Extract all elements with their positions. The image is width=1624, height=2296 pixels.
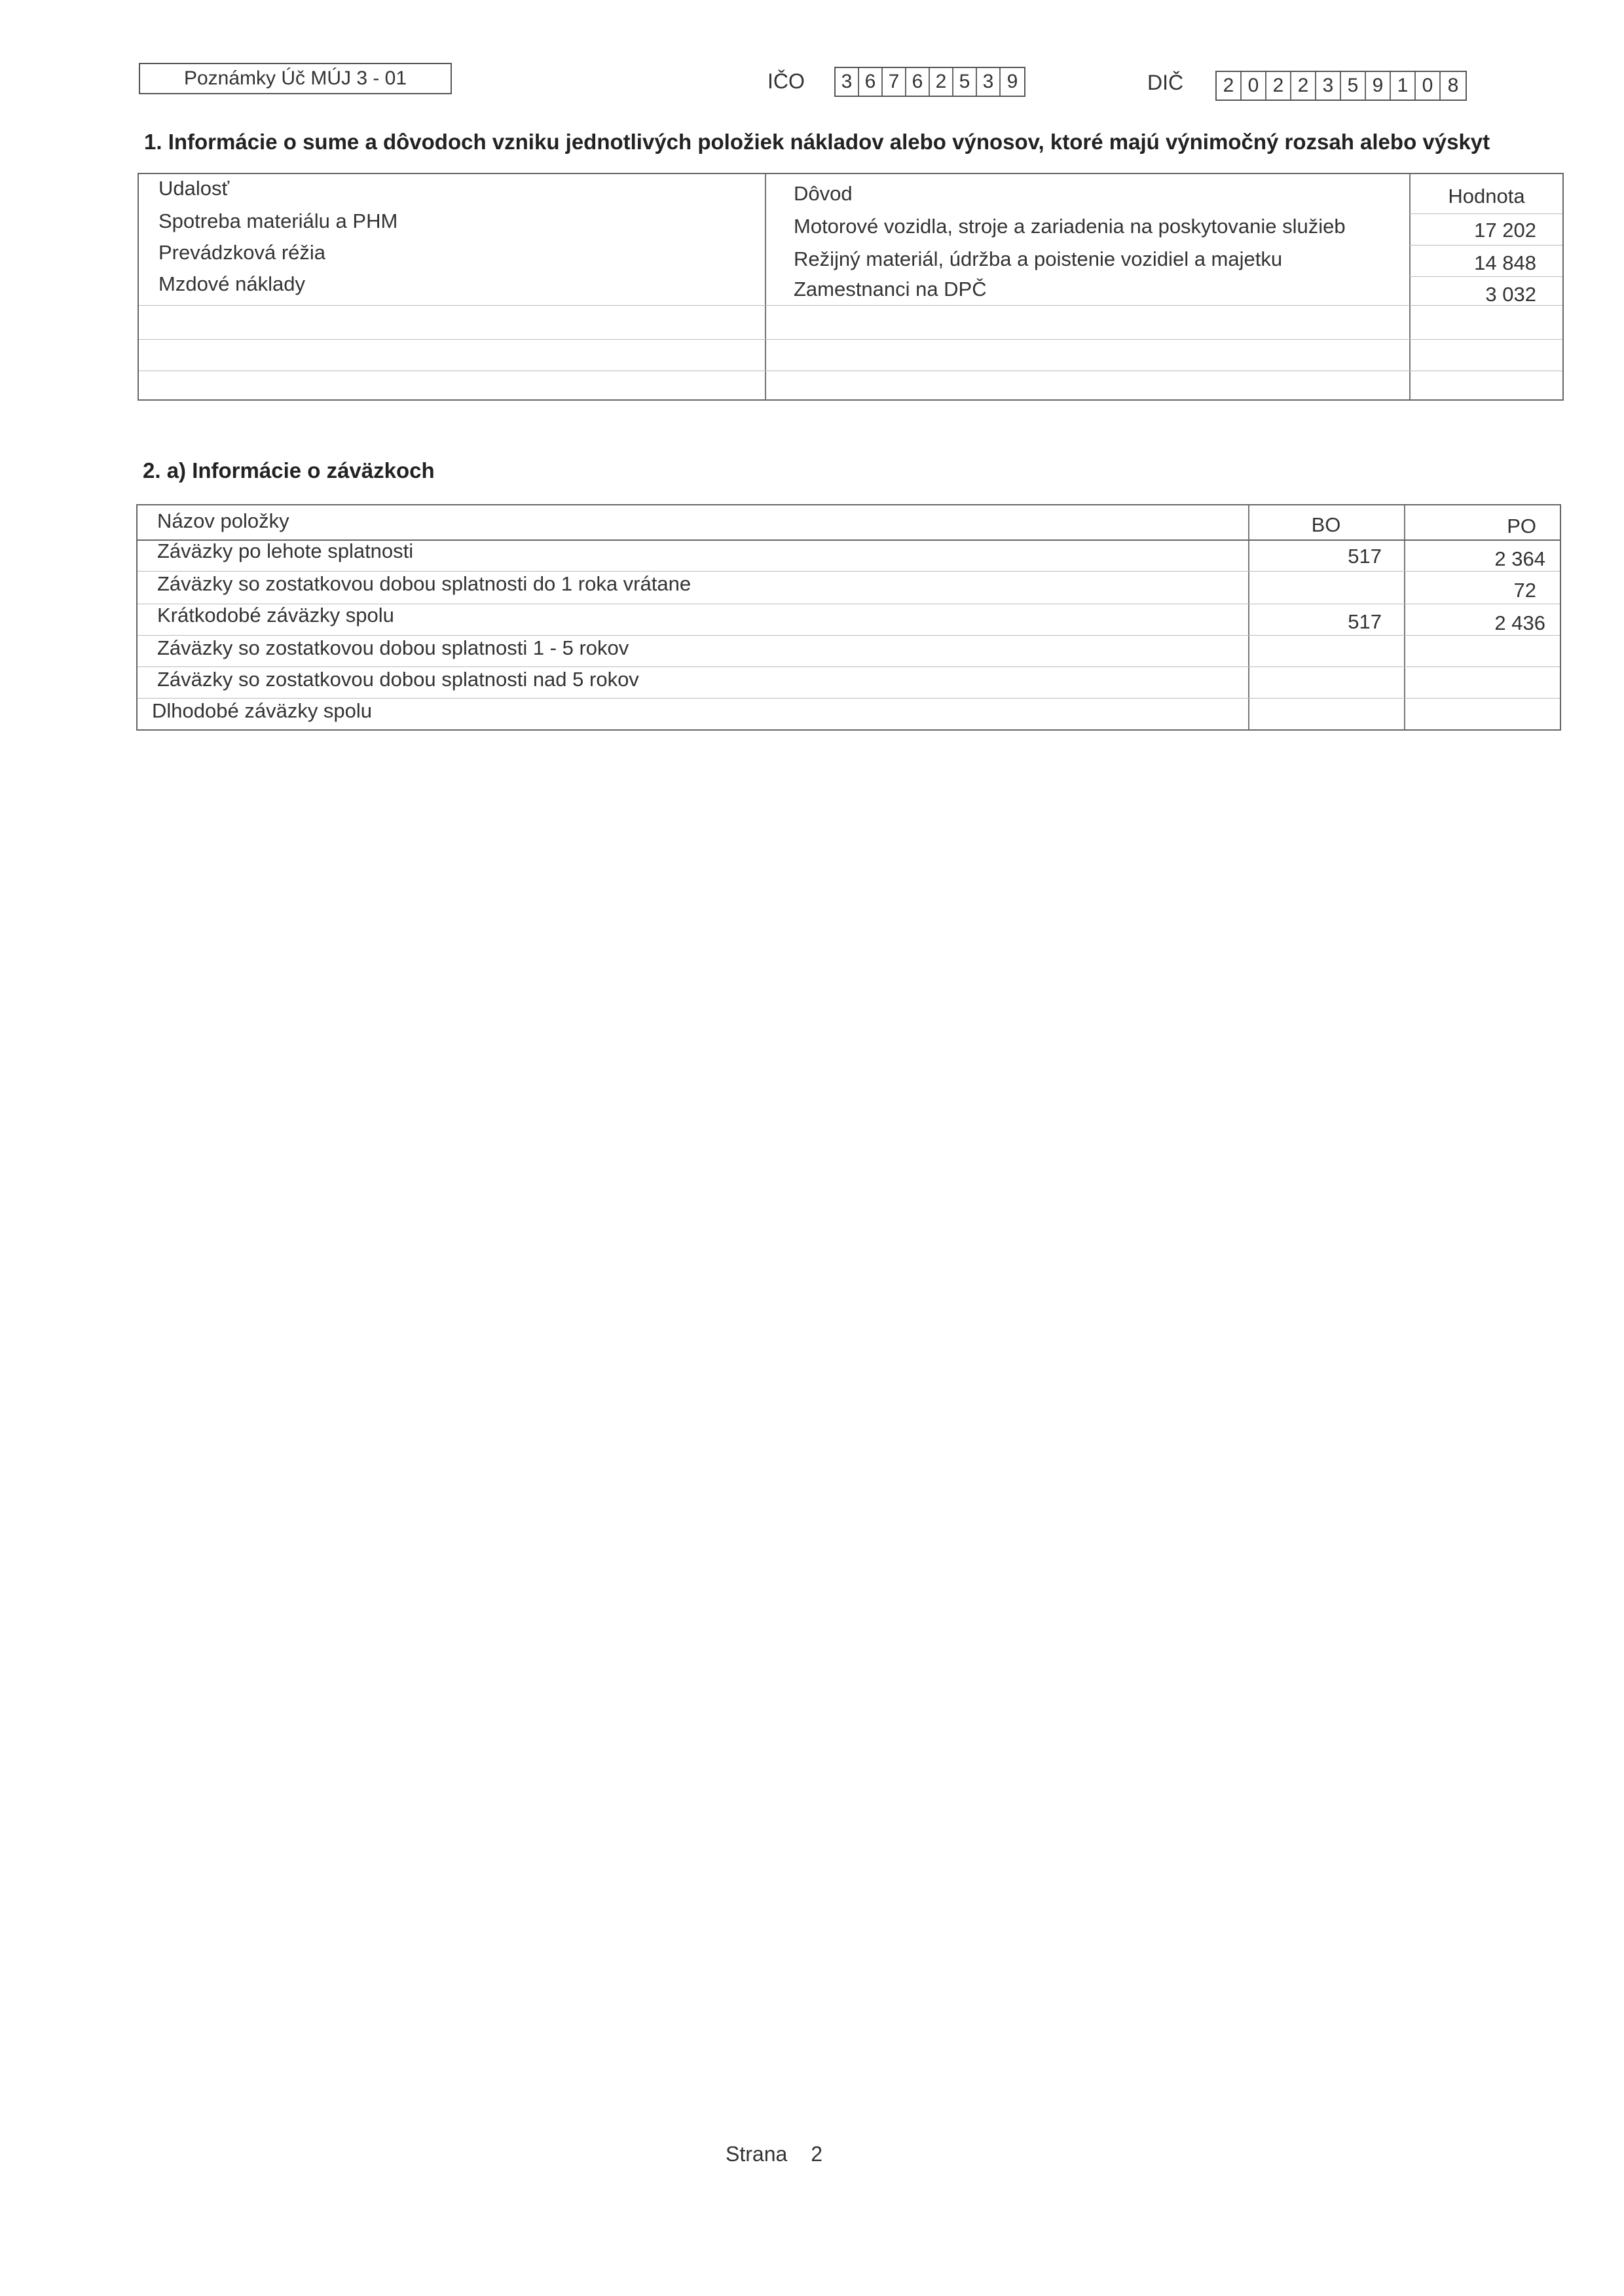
ico-digit: 9 <box>1006 71 1018 92</box>
event-cell: Spotreba materiálu a PHM <box>158 210 398 232</box>
col-header-value: Hodnota <box>1448 185 1525 208</box>
col-header-item-name: Názov položky <box>157 509 289 532</box>
ico-digit: 5 <box>953 68 977 96</box>
item-name-cell: Záväzky po lehote splatnosti <box>157 539 414 562</box>
bo-cell: 517 <box>1348 610 1382 633</box>
ico-digit: 6 <box>859 68 883 96</box>
item-name-cell: Záväzky so zostatkovou dobou splatnosti nad 5 rokov <box>157 668 639 691</box>
section2-title: 2. a) Informácie o záväzkoch <box>143 458 435 483</box>
page-number: 2 <box>811 2142 823 2166</box>
bo-cell: 517 <box>1348 545 1382 568</box>
po-cell: 2 364 <box>1494 547 1545 570</box>
event-cell: Mzdové náklady <box>158 272 306 295</box>
ico-digit: 2 <box>930 68 953 96</box>
events-table <box>138 173 1564 401</box>
event-cell: Prevádzková réžia <box>158 241 326 264</box>
row-divider <box>1409 245 1562 246</box>
dic-digit: 9 <box>1366 72 1391 100</box>
dic-digit: 5 <box>1341 72 1366 100</box>
col-header-reason: Dôvod <box>794 182 853 205</box>
form-label: Poznámky Úč MÚJ 3 - 01 <box>139 63 452 94</box>
reason-cell: Motorové vozidla, stroje a zariadenia na poskytovanie služieb <box>794 215 1346 238</box>
dic-digit: 2 <box>1291 72 1316 100</box>
dic-digit: 2 <box>1217 72 1242 100</box>
row-divider <box>139 339 1562 340</box>
header-divider <box>1409 213 1562 214</box>
value-cell: 14 848 <box>1474 251 1536 274</box>
section1-title: 1. Informácie o sume a dôvodoch vzniku jednotlivých položiek nákladov alebo výnosov, ktoré majú výnimočný rozsah alebo výskyt <box>144 130 1490 154</box>
dic-digit: 2 <box>1266 72 1291 100</box>
row-divider <box>1409 276 1562 277</box>
item-name-cell: Krátkodobé záväzky spolu <box>157 604 394 627</box>
dic-digit: 3 <box>1316 72 1341 100</box>
ico-digit: 3 <box>977 68 1001 96</box>
col-header-event: Udalosť <box>158 177 230 200</box>
page-label: Strana <box>726 2142 788 2166</box>
ico-digit: 6 <box>906 68 930 96</box>
item-name-cell: Záväzky so zostatkovou dobou splatnosti do 1 roka vrátane <box>157 572 692 595</box>
dic-digit: 8 <box>1447 75 1459 96</box>
ico-label: IČO <box>767 69 805 93</box>
po-cell: 2 436 <box>1494 611 1545 634</box>
dic-digit: 0 <box>1242 72 1266 100</box>
ico-digit-boxes <box>834 67 1025 97</box>
ico-digit: 3 <box>836 68 859 96</box>
dic-label: DIČ <box>1147 71 1184 94</box>
reason-cell: Zamestnanci na DPČ <box>794 278 987 301</box>
page-footer <box>726 2142 822 2166</box>
ico-digit: 7 <box>883 68 906 96</box>
row-divider <box>139 305 1562 306</box>
col-header-po: PO <box>1507 515 1536 538</box>
column-divider <box>765 174 766 399</box>
po-cell: 72 <box>1513 579 1536 602</box>
item-name-cell: Dlhodobé záväzky spolu <box>152 699 373 722</box>
dic-digit: 1 <box>1391 72 1416 100</box>
value-cell: 3 032 <box>1485 283 1536 306</box>
reason-cell: Režijný materiál, údržba a poistenie vozidiel a majetku <box>794 247 1283 270</box>
liabilities-table <box>136 504 1561 731</box>
dic-digit: 0 <box>1416 72 1441 100</box>
value-cell: 17 202 <box>1474 219 1536 242</box>
dic-digit-boxes <box>1215 71 1467 101</box>
item-name-cell: Záväzky so zostatkovou dobou splatnosti 1 - 5 rokov <box>157 636 629 659</box>
col-header-bo: BO <box>1311 513 1341 536</box>
